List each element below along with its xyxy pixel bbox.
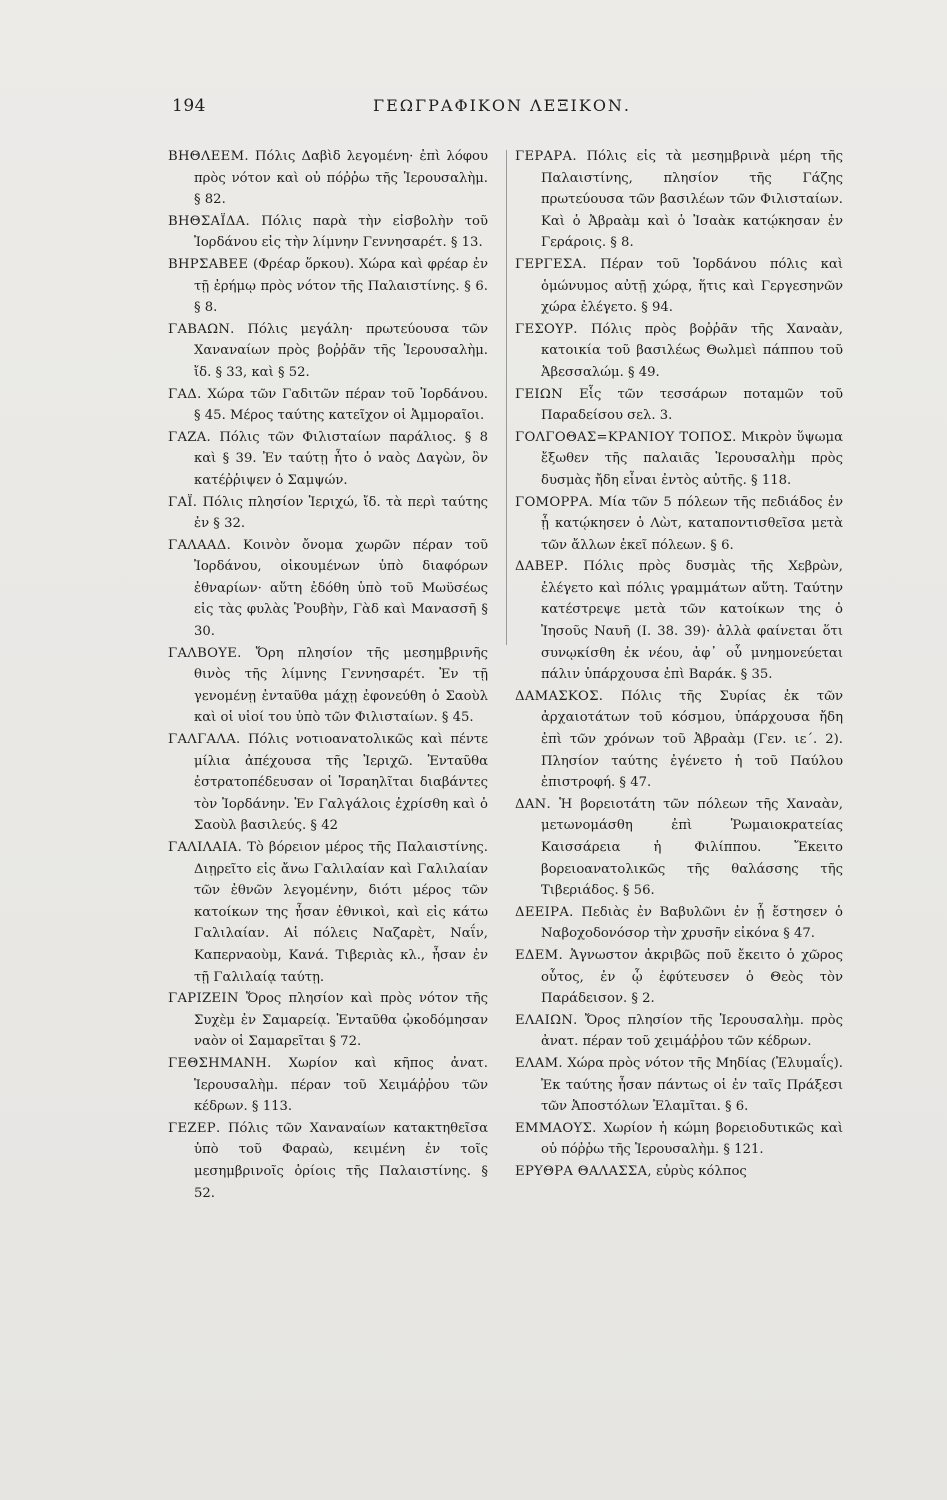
- dictionary-entry: [168, 729, 488, 837]
- entry-headword: ΓΕΣΟΥΡ.: [515, 321, 578, 337]
- entry-text: Πεδιὰς ἐν Βαβυλῶνι ἐν ᾗ ἔστησεν ὁ Ναβοχοδονόσορ τὴν χρυσῆν εἰκόνα § 47.: [541, 904, 843, 942]
- dictionary-entry: [515, 686, 843, 794]
- page-header: [172, 96, 772, 120]
- entry-headword: ΓΑΒΑΩΝ.: [168, 321, 235, 337]
- entry-headword: ΓΑΛΓΑΛΑ.: [168, 732, 241, 748]
- dictionary-entry: [515, 427, 843, 492]
- entry-headword: ΓΑΛΙΛΑΙΑ.: [168, 840, 243, 855]
- dictionary-entry: [168, 254, 488, 319]
- right-column: [515, 146, 843, 1183]
- dictionary-entry: [515, 794, 843, 902]
- entry-text: Μικρὸν ὕψωμα ἔξωθεν τῆς παλαιᾶς Ἱερουσαλὴμ πρὸς δυσμὰς ἤδη εἶναι ἐντὸς αὐτῆς. § 118.: [541, 429, 843, 488]
- entry-text: εὐρὺς κόλπος: [656, 1163, 747, 1179]
- entry-text: Κοινὸν ὄνομα χωρῶν πέραν τοῦ Ἰορδάνου, οἰκουμένων ὑπὸ διαφόρων ἐθναρίων· αὕτη ἐδόθη ὑπὸ τοῦ Μωϋσέως εἰς τὰς φυλὰς Ῥουβὴν, Γὰδ καὶ Μανασσῆ § 30.: [194, 537, 488, 640]
- dictionary-entry: [168, 319, 488, 384]
- entry-text: Μία τῶν 5 πόλεων τῆς πεδιάδος ἐν ᾗ κατῴκησεν ὁ Λὼτ, καταποντισθεῖσα μετὰ τῶν ἄλλων ἐκεῖ πόλεων. § 6.: [541, 494, 843, 553]
- dictionary-entry: [515, 1053, 843, 1118]
- dictionary-entry: [515, 319, 843, 384]
- entry-text: Πόλις τῶν Χαναναίων κατακτηθεῖσα ὑπὸ τοῦ Φαραὼ, κειμένη ἐν τοῖς μεσημβρινοῖς ὁρίοις τῆς Παλαιστίνης. § 52.: [194, 1120, 488, 1201]
- entry-headword: ΓΕΡΓΕΣΑ.: [515, 256, 587, 272]
- running-title: ΓΕΩΓΡΑΦΙΚΟΝ ΛΕΞΙΚΟΝ.: [372, 96, 632, 115]
- entry-headword: ΒΗΡΣΑΒΕΕ: [168, 256, 249, 272]
- entry-text: Πόλις νοτιοανατολικῶς καὶ πέντε μίλια ἀπέχουσα τῆς Ἱεριχῶ. Ἐνταῦθα ἐστρατοπέδευσαν οἱ Ἰσραηλῖται διαβάντες τὸν Ἰορδάνην. Ἐν Γαλγάλοις ἐχρίσθη καὶ ὁ Σαοὺλ βασιλεύς. § 42: [194, 732, 488, 834]
- dictionary-entry: [515, 1010, 843, 1053]
- entry-headword: ΕΛΑΙΩΝ.: [515, 1012, 578, 1028]
- entry-text: Ὄρος πλησίον καὶ πρὸς νότον τῆς Συχὲμ ἐν Σαμαρείᾳ. Ἐνταῦθα ᾠκοδόμησαν ναὸν οἱ Σαμαρεῖται § 72.: [194, 991, 488, 1050]
- entry-headword: ΔΑΜΑΣΚΟΣ.: [515, 688, 604, 704]
- entry-text: Ἡ βορειοτάτη τῶν πόλεων τῆς Χαναὰν, μετωνομάσθη ἐπὶ Ῥωμαιοκρατείας Καισσάρεια ἡ Φιλίππου. Ἔκειτο βορειοανατολικῶς τῆς θαλάσσης τῆς Τιβεριάδος. § 56.: [541, 796, 843, 899]
- entry-headword: ΓΑΪ.: [168, 494, 198, 510]
- entry-headword: ΔΑΝ.: [515, 796, 551, 812]
- dictionary-entry: [515, 146, 843, 254]
- dictionary-entry: [168, 837, 488, 988]
- dictionary-entry: [168, 146, 488, 211]
- entry-text: Τὸ βόρειον μέρος τῆς Παλαιστίνης. Διῃρεῖτο εἰς ἄνω Γαλιλαίαν καὶ Γαλιλαίαν τῶν ἐθνῶν λεγομένην, διότι μέρος τῶν κατοίκων της ἦσαν ἐθνικοὶ, καὶ εἰς κάτω Γαλιλαίαν. Αἱ πόλεις Ναζαρὲτ, Ναΐν, Καπερναοὺμ, Κανά. Τιβεριὰς κλ., ἦσαν ἐν τῇ Γαλιλαίᾳ ταύτῃ.: [194, 840, 488, 985]
- dictionary-entry: [168, 211, 488, 254]
- dictionary-entry: [168, 1118, 488, 1204]
- dictionary-entry: [168, 384, 488, 427]
- entry-text: Πέραν τοῦ Ἰορδάνου πόλις καὶ ὁμώνυμος αὐτῇ χώρᾳ, ἥτις καὶ Γεργεσηνῶν χώρα ἐλέγετο. § 94.: [541, 256, 843, 316]
- entry-headword: ΓΑΛΒΟΥΕ.: [168, 645, 242, 661]
- entry-headword: ΓΕΡΑΡΑ.: [515, 149, 577, 164]
- dictionary-entry: [515, 384, 843, 427]
- entry-headword: ΓΑΔ.: [168, 386, 202, 402]
- dictionary-entry: [168, 1053, 488, 1118]
- entry-headword: ΓΕΖΕΡ.: [168, 1120, 221, 1136]
- entry-headword: ΒΗΘΣΑΪΔΑ.: [168, 213, 250, 229]
- dictionary-entry: [168, 988, 488, 1053]
- entry-headword: ΕΛΑΜ.: [515, 1055, 563, 1071]
- entry-text: (Φρέαρ ὅρκου). Χώρα καὶ φρέαρ ἐν τῇ ἐρήμῳ πρὸς νότον τῆς Παλαιστίνης. § 6. § 8.: [194, 256, 489, 316]
- entry-text: Πόλις τῆς Συρίας ἐκ τῶν ἀρχαιοτάτων τοῦ κόσμου, ὑπάρχουσα ἤδη ἐπὶ τῶν χρόνων τοῦ Ἀβραὰμ (Γεν. ιε΄. 2). Πλησίον ταύτης ἐγένετο ἡ τοῦ Παύλου ἐπιστροφή. § 47.: [541, 688, 843, 791]
- entry-headword: ΓΟΜΟΡΡΑ.: [515, 494, 594, 510]
- entry-headword: ΓΑΖΑ.: [168, 429, 212, 445]
- entry-headword: ΒΗΘΛΕΕΜ.: [168, 149, 249, 164]
- entry-text: Πόλις πρὸς βοῤῥᾶν τῆς Χαναὰν, κατοικία τοῦ βασιλέως Θωλμεὶ πάππου τοῦ Ἀβεσσαλώμ. § 49.: [541, 321, 843, 380]
- entry-text: Χωρίον καὶ κῆπος ἀνατ. Ἱερουσαλὴμ. πέραν τοῦ Χειμάῤῥου τῶν κέδρων. § 113.: [194, 1055, 488, 1115]
- dictionary-entry: [168, 643, 488, 729]
- page-number: 194: [172, 96, 206, 116]
- entry-headword: ΕΜΜΑΟΥΣ.: [515, 1120, 597, 1136]
- dictionary-entry: [168, 492, 488, 535]
- left-column: [168, 146, 488, 1204]
- entry-headword: ΔΕΕΙΡΑ.: [515, 904, 574, 920]
- dictionary-entry: [515, 1161, 843, 1183]
- entry-text: Χώρα πρὸς νότον τῆς Μηδίας (Ἐλυμαΐς). Ἐκ ταύτης ἦσαν πάντως οἱ ἐν ταῖς Πράξεσι τῶν Ἀποστόλων Ἐλαμῖται. § 6.: [541, 1055, 843, 1115]
- entry-headword: ΓΕΙΩΝ: [515, 386, 563, 402]
- entry-text: Πόλις πλησίον Ἱεριχώ, ἴδ. τὰ περὶ ταύτης ἐν § 32.: [194, 494, 488, 532]
- entry-text: Εἷς τῶν τεσσάρων ποταμῶν τοῦ Παραδείσου σελ. 3.: [541, 386, 843, 424]
- entry-text: Ἀγνωστον ἀκριβῶς ποῦ ἔκειτο ὁ χῶρος οὗτος, ἐν ᾧ ἐφύτευσεν ὁ Θεὸς τὸν Παράδεισον. § 2.: [541, 947, 843, 1007]
- dictionary-entry: [515, 945, 843, 1010]
- dictionary-entry: [515, 1118, 843, 1161]
- entry-text: Πόλις μεγάλη· πρωτεύουσα τῶν Χαναναίων πρὸς βοῤῥᾶν τῆς Ἱερουσαλὴμ. ἴδ. § 33, καὶ § 52.: [194, 321, 488, 380]
- entry-text: Πόλις εἰς τὰ μεσημβρινὰ μέρη τῆς Παλαιστίνης, πλησίον τῆς Γάζης πρωτεύουσα τῶν βασιλέων τῶν Φιλισταίων. Καὶ ὁ Ἀβραὰμ καὶ ὁ Ἰσαὰκ κατῴκησαν ἐν Γεράροις. § 8.: [541, 149, 843, 251]
- entry-text: Πόλις πρὸς δυσμὰς τῆς Χεβρὼν, ἐλέγετο καὶ πόλις γραμμάτων αὕτη. Ταύτην κατέστρεψε μετὰ τῶν κατοίκων της ὁ Ἰησοῦς Ναυῆ (I. 38. 39)· ἀλλὰ φαίνεται ὅτι συνῳκίσθη ἐκ νέου, ἀφ᾽ οὗ μνημονεύεται πάλιν ὑπάρχουσα ἐπὶ Βαράκ. § 35.: [541, 559, 843, 683]
- entry-text: Πόλις τῶν Φιλισταίων παράλιος. § 8 καὶ § 39. Ἐν ταύτῃ ἦτο ὁ ναὸς Δαγὼν, ὃν κατέῤῥιψεν ὁ Σαμψών.: [194, 429, 488, 488]
- dictionary-entry: [515, 556, 843, 686]
- entry-headword: ΕΡΥΘΡΑ ΘΑΛΑΣΣΑ,: [515, 1163, 652, 1179]
- entry-text: Ὄρος πλησίον τῆς Ἱερουσαλὴμ. πρὸς ἀνατ. πέραν τοῦ χειμάῤῥου τῶν κέδρων.: [541, 1012, 843, 1050]
- entry-text: Χώρα τῶν Γαδιτῶν πέραν τοῦ Ἰορδάνου. § 45. Μέρος ταύτης κατεῖχον οἱ Ἀμμοραῖοι.: [194, 386, 488, 424]
- entry-headword: ΓΕΘΣΗΜΑΝΗ.: [168, 1055, 272, 1071]
- entry-headword: ΔΑΒΕΡ.: [515, 559, 569, 575]
- dictionary-entry: [515, 492, 843, 557]
- entry-headword: ΓΑΡΙΖΕΙΝ: [168, 991, 239, 1007]
- entry-headword: ΓΑΛΑΑΔ.: [168, 537, 232, 553]
- entry-headword: ΕΔΕΜ.: [515, 947, 563, 963]
- entry-text: Πόλις Δαβὶδ λεγομένη· ἐπὶ λόφου πρὸς νότον καὶ οὐ πόῤῥω τῆς Ἱερουσαλὴμ. § 82.: [194, 149, 488, 208]
- entry-text: Χωρίον ἡ κώμη βορειοδυτικῶς καὶ οὐ πόῤῥω τῆς Ἱερουσαλὴμ. § 121.: [541, 1120, 843, 1158]
- dictionary-entry: [515, 254, 843, 319]
- entry-text: Πόλις παρὰ τὴν εἰσβολὴν τοῦ Ἰορδάνου εἰς τὴν λίμνην Γεννησαρέτ. § 13.: [194, 213, 488, 251]
- dictionary-entry: [168, 427, 488, 492]
- column-divider: [506, 150, 507, 645]
- dictionary-entry: [515, 902, 843, 945]
- dictionary-entry: [168, 535, 488, 643]
- entry-headword: ΓΟΛΓΟΘΑΣ=ΚΡΑΝΙΟΥ ΤΟΠΟΣ.: [515, 429, 737, 445]
- entry-text: Ὄρη πλησίον τῆς μεσημβρινῆς θινὸς τῆς λίμνης Γεννησαρέτ. Ἐν τῇ γενομένῃ ἐνταῦθα μάχῃ ἐφονεύθη ὁ Σαοὺλ καὶ οἱ υἱοί του ὑπὸ τῶν Φιλισταίων. § 45.: [194, 645, 488, 726]
